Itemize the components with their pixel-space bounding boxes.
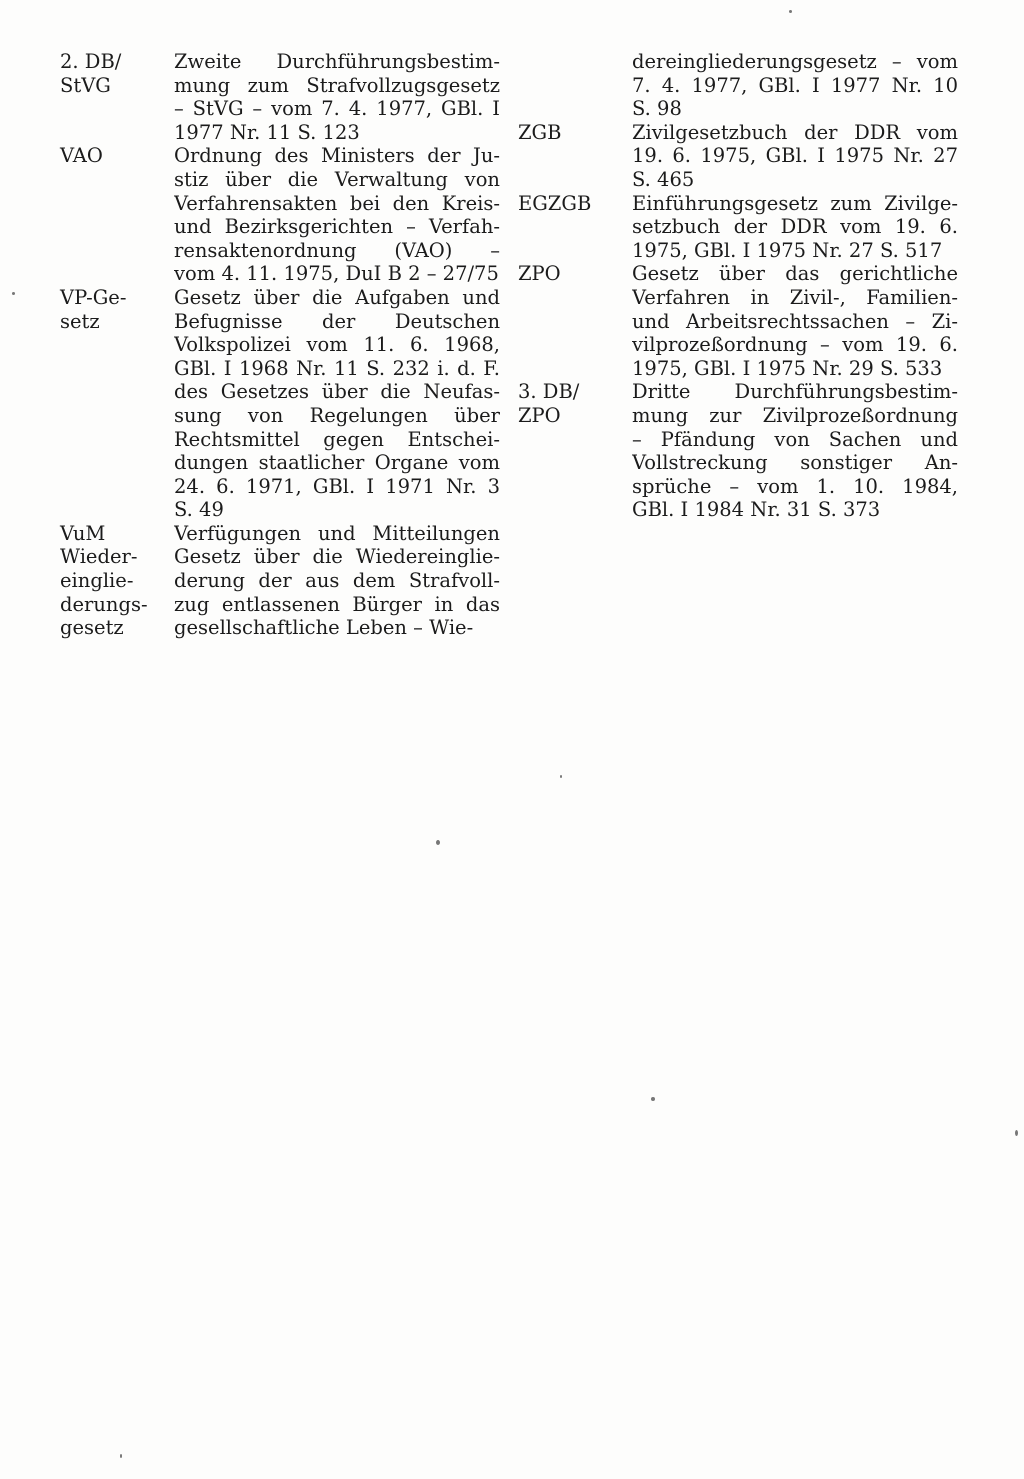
entry-abbreviation: 2. DB/ StVG xyxy=(60,50,122,97)
glossary-entry xyxy=(60,286,500,522)
definition-line: S. 98 xyxy=(632,97,682,121)
entry-abbreviation: EGZGB xyxy=(518,191,592,215)
definition-line: Verfügungen und Mitteilungen xyxy=(174,521,500,545)
entry-definition xyxy=(632,192,958,263)
definition-line: Dritte Durchführungsbestim- xyxy=(632,380,958,404)
entry-definition xyxy=(632,380,958,522)
glossary-entry xyxy=(518,262,958,380)
entry-abbreviation: ZPO xyxy=(518,262,561,286)
entry-definition xyxy=(174,522,500,640)
definition-line: sung von Regelungen über xyxy=(174,403,500,427)
glossary-entry xyxy=(60,522,500,640)
definition-line: Gesetz über die Aufgaben und xyxy=(174,285,500,309)
definition-line: Verfahren in Zivil-, Familien- xyxy=(632,285,958,309)
definition-line: Gesetz über die Wiedereinglie- xyxy=(174,545,500,569)
definition-line: Ordnung des Ministers der Ju- xyxy=(174,144,500,168)
definition-line: stiz über die Verwaltung von xyxy=(174,167,500,191)
definition-line: dereingliederungsgesetz – vom xyxy=(632,50,958,73)
scan-speck xyxy=(651,1097,655,1101)
definition-line: Verfahrensakten bei den Kreis- xyxy=(174,191,500,215)
definition-line: 1977 Nr. 11 S. 123 xyxy=(174,120,360,144)
definition-line: vilprozeßordnung – vom 19. 6. xyxy=(632,333,958,357)
entry-abbreviation: VuM Wieder- einglie- derungs- gesetz xyxy=(60,521,148,640)
definition-line: Gesetz über das gerichtliche xyxy=(632,262,958,286)
definition-line: 7. 4. 1977, GBl. I 1977 Nr. 10 xyxy=(632,73,958,97)
entry-definition xyxy=(174,50,500,144)
glossary-entry xyxy=(518,50,958,121)
definition-line: Zweite Durchführungsbestim- xyxy=(174,50,500,73)
definition-line: GBl. I 1968 Nr. 11 S. 232 i. d. F. xyxy=(174,356,500,380)
scan-speck xyxy=(120,1454,122,1458)
scan-speck xyxy=(1015,1130,1018,1136)
definition-line: Zivilgesetzbuch der DDR vom xyxy=(632,120,958,144)
definition-line: vom 4. 11. 1975, DuI B 2 – 27/75 xyxy=(174,262,499,286)
definition-line: zug entlassenen Bürger in das xyxy=(174,592,500,616)
definition-line: – Pfändung von Sachen und xyxy=(632,427,958,451)
definition-line: Rechtsmittel gegen Entschei- xyxy=(174,427,500,451)
definition-line: 1975, GBl. I 1975 Nr. 29 S. 533 xyxy=(632,356,943,380)
definition-line: 1975, GBl. I 1975 Nr. 27 S. 517 xyxy=(632,238,943,262)
entry-definition xyxy=(174,144,500,286)
definition-line: Befugnisse der Deutschen xyxy=(174,309,500,333)
definition-line: – StVG – vom 7. 4. 1977, GBl. I xyxy=(174,97,500,121)
entry-abbreviation: ZGB xyxy=(518,120,562,144)
definition-line: dungen staatlicher Organe vom xyxy=(174,451,500,475)
definition-line: 19. 6. 1975, GBl. I 1975 Nr. 27 xyxy=(632,144,958,168)
glossary-entry xyxy=(60,50,500,144)
entry-definition xyxy=(632,50,958,121)
definition-line: und Arbeitsrechtssachen – Zi- xyxy=(632,309,958,333)
definition-line: derung der aus dem Strafvoll- xyxy=(174,569,500,593)
definition-line: und Bezirksgerichten – Verfah- xyxy=(174,215,500,239)
left-column xyxy=(60,50,500,640)
entry-abbreviation: VAO xyxy=(60,144,103,168)
definition-line: sprüche – vom 1. 10. 1984, xyxy=(632,474,958,498)
glossary-entry xyxy=(60,144,500,286)
definition-line: 24. 6. 1971, GBl. I 1971 Nr. 3 xyxy=(174,474,500,498)
definition-line: Volkspolizei vom 11. 6. 1968, xyxy=(174,333,500,357)
entry-abbreviation xyxy=(518,50,632,121)
scan-speck xyxy=(789,10,792,13)
definition-line: des Gesetzes über die Neufas- xyxy=(174,380,500,404)
definition-line: mung zur Zivilprozeßordnung xyxy=(632,403,958,427)
definition-line: mung zum Strafvollzugsgesetz xyxy=(174,73,500,97)
definition-line: rensaktenordnung (VAO) – xyxy=(174,238,500,262)
scan-speck xyxy=(436,840,440,845)
entry-abbreviation: VP-Ge- setz xyxy=(60,285,127,333)
scan-speck xyxy=(12,292,15,295)
definition-line: gesellschaftliche Leben – Wie- xyxy=(174,616,474,640)
right-column xyxy=(518,50,958,522)
entry-definition xyxy=(632,262,958,380)
definition-line: Einführungsgesetz zum Zivilge- xyxy=(632,191,958,215)
scan-speck xyxy=(560,775,562,778)
glossary-entry xyxy=(518,121,958,192)
glossary-entry xyxy=(518,192,958,263)
definition-line: setzbuch der DDR vom 19. 6. xyxy=(632,215,958,239)
entry-definition xyxy=(632,121,958,192)
entry-definition xyxy=(174,286,500,522)
definition-line: S. 49 xyxy=(174,498,224,522)
definition-line: GBl. I 1984 Nr. 31 S. 373 xyxy=(632,498,881,522)
definition-line: Vollstreckung sonstiger An- xyxy=(632,451,958,475)
glossary-entry xyxy=(518,380,958,522)
definition-line: S. 465 xyxy=(632,167,695,191)
entry-abbreviation: 3. DB/ ZPO xyxy=(518,380,580,427)
